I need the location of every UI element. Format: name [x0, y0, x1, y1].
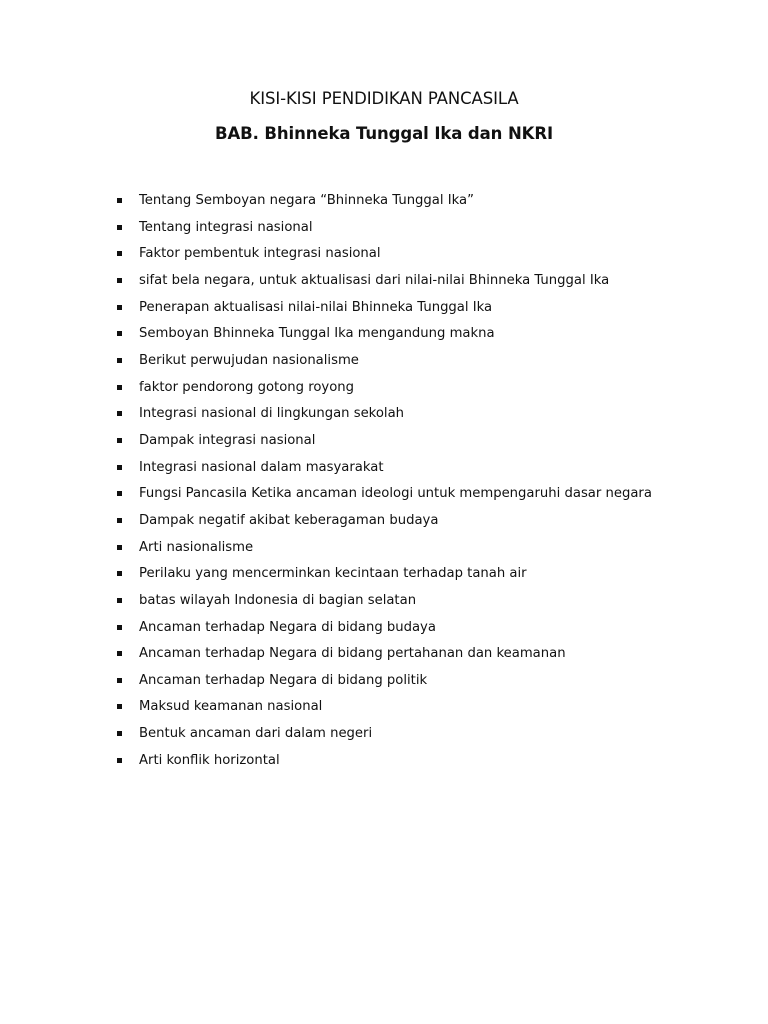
square-bullet-icon: [117, 278, 122, 283]
square-bullet-icon: [117, 438, 122, 443]
list-item: [0, 244, 768, 271]
list-item-text: sifat bela negara, untuk aktualisasi dari nilai-nilai Bhinneka Tunggal Ika: [139, 272, 610, 288]
document-title: KISI-KISI PENDIDIKAN PANCASILA: [249, 89, 519, 108]
list-item-text: Ancaman terhadap Negara di bidang politik: [139, 672, 428, 688]
square-bullet-icon: [117, 731, 122, 736]
list-item-text: faktor pendorong gotong royong: [139, 379, 355, 395]
list-item: [0, 484, 768, 511]
list-item: [0, 218, 768, 245]
list-item-text: Fungsi Pancasila Ketika ancaman ideologi untuk mempengaruhi dasar negara: [139, 486, 652, 502]
list-item-text: Bentuk ancaman dari dalam negeri: [139, 726, 373, 742]
list-item-text: batas wilayah Indonesia di bagian selatan: [139, 592, 417, 608]
list-item: [0, 431, 768, 458]
list-item: [0, 404, 768, 431]
square-bullet-icon: [117, 491, 122, 496]
list-item: [0, 697, 768, 724]
list-item: [0, 271, 768, 298]
list-item-text: Semboyan Bhinneka Tunggal Ika mengandung makna: [139, 326, 495, 342]
list-item-text: Berikut perwujudan nasionalisme: [139, 352, 359, 368]
list-item: [0, 378, 768, 405]
square-bullet-icon: [117, 331, 122, 336]
list-item: [0, 538, 768, 565]
list-item: [0, 671, 768, 698]
list-item: [0, 591, 768, 618]
list-item-text: Ancaman terhadap Negara di bidang budaya: [139, 619, 436, 635]
list-item-text: Tentang Semboyan negara “Bhinneka Tunggal Ika”: [139, 193, 474, 208]
list-item-text: Arti konflik horizontal: [139, 752, 280, 768]
list-item-text: Integrasi nasional di lingkungan sekolah: [139, 406, 405, 422]
square-bullet-icon: [117, 358, 122, 363]
square-bullet-icon: [117, 198, 122, 203]
square-bullet-icon: [117, 598, 122, 603]
bullet-list: [0, 191, 768, 777]
square-bullet-icon: [117, 305, 122, 310]
square-bullet-icon: [117, 704, 122, 709]
list-item-text: Arti nasionalisme: [139, 539, 254, 555]
square-bullet-icon: [117, 545, 122, 550]
list-item-text: Faktor pembentuk integrasi nasional: [139, 246, 381, 262]
list-item: [0, 324, 768, 351]
list-item-text: Perilaku yang mencerminkan kecintaan terhadap tanah air: [139, 566, 527, 582]
square-bullet-icon: [117, 625, 122, 630]
list-item: [0, 564, 768, 591]
list-item-text: Maksud keamanan nasional: [139, 699, 323, 715]
list-item-text: Penerapan aktualisasi nilai-nilai Bhinneka Tunggal Ika: [139, 299, 493, 315]
square-bullet-icon: [117, 758, 122, 763]
list-item: [0, 618, 768, 645]
square-bullet-icon: [117, 465, 122, 470]
square-bullet-icon: [117, 678, 122, 683]
list-item-text: Integrasi nasional dalam masyarakat: [139, 459, 384, 475]
list-item: [0, 724, 768, 751]
list-item: [0, 644, 768, 671]
list-item: [0, 191, 768, 218]
square-bullet-icon: [117, 225, 122, 230]
square-bullet-icon: [117, 251, 122, 256]
list-item: [0, 298, 768, 325]
square-bullet-icon: [117, 411, 122, 416]
list-item-text: Dampak integrasi nasional: [139, 432, 316, 448]
list-item-text: Dampak negatif akibat keberagaman budaya: [139, 512, 439, 528]
list-item-text: Tentang integrasi nasional: [139, 219, 313, 235]
list-item-text: Ancaman terhadap Negara di bidang pertahanan dan keamanan: [139, 646, 566, 662]
list-item: [0, 751, 768, 778]
list-item: [0, 458, 768, 485]
document-subtitle: BAB. Bhinneka Tunggal Ika dan NKRI: [214, 124, 553, 143]
square-bullet-icon: [117, 651, 122, 656]
square-bullet-icon: [117, 385, 122, 390]
list-item: [0, 351, 768, 378]
square-bullet-icon: [117, 571, 122, 576]
list-item: [0, 511, 768, 538]
square-bullet-icon: [117, 518, 122, 523]
